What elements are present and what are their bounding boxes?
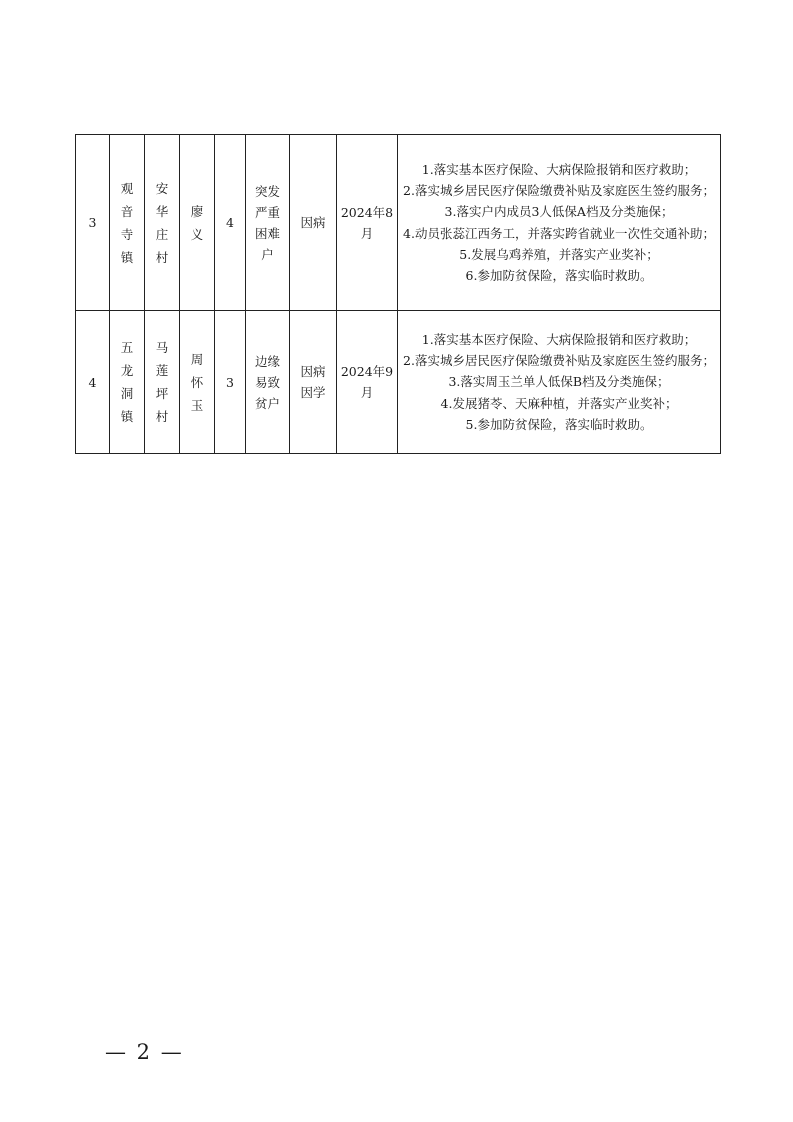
date-cell: 2024年8月 (337, 135, 398, 311)
category-cell: 突发严重困难户 (246, 135, 290, 311)
cause-cell: 因病因学 (290, 311, 337, 454)
town-cell: 观音寺镇 (110, 135, 145, 311)
name-cell: 廖义 (180, 135, 215, 311)
page-number: — 2 — (105, 1040, 184, 1064)
name-cell: 周怀玉 (180, 311, 215, 454)
measures-cell (398, 311, 721, 454)
date-cell: 2024年9月 (337, 311, 398, 454)
row-index: 4 (76, 311, 110, 454)
household-size-cell: 4 (215, 135, 246, 311)
measure-item: 6.参加防贫保险，落实临时救助。 (465, 267, 653, 283)
measure-item: 1.落实基本医疗保险、大病保险报销和医疗救助； (421, 331, 697, 347)
table-row (76, 311, 721, 454)
measure-item: 2.落实城乡居民医疗保险缴费补贴及家庭医生签约服务； (403, 353, 715, 369)
measure-item: 5.参加防贫保险，落实临时救助。 (465, 416, 653, 432)
row-index: 3 (76, 135, 110, 311)
measure-item: 4.发展猪苓、天麻种植，并落实产业奖补； (440, 395, 678, 411)
measure-item: 2.落实城乡居民医疗保险缴费补贴及家庭医生签约服务； (403, 183, 715, 199)
measures-cell (398, 135, 721, 311)
measure-item: 3.落实户内成员3人低保A档及分类施保； (444, 204, 674, 220)
village-cell: 安华庄村 (145, 135, 180, 311)
village-cell: 马莲坪村 (145, 311, 180, 454)
measure-item: 4.动员张蕊江西务工，并落实跨省就业一次性交通补助； (403, 225, 715, 241)
measure-item: 3.落实周玉兰单人低保B档及分类施保； (448, 374, 670, 390)
household-size-cell: 3 (215, 311, 246, 454)
assistance-table (75, 134, 721, 454)
table-row (76, 135, 721, 311)
cause-cell: 因病 (290, 135, 337, 311)
category-cell: 边缘易致贫户 (246, 311, 290, 454)
town-cell: 五龙洞镇 (110, 311, 145, 454)
measure-item: 5.发展乌鸡养殖，并落实产业奖补； (459, 246, 659, 262)
measure-item: 1.落实基本医疗保险、大病保险报销和医疗救助； (421, 161, 697, 177)
